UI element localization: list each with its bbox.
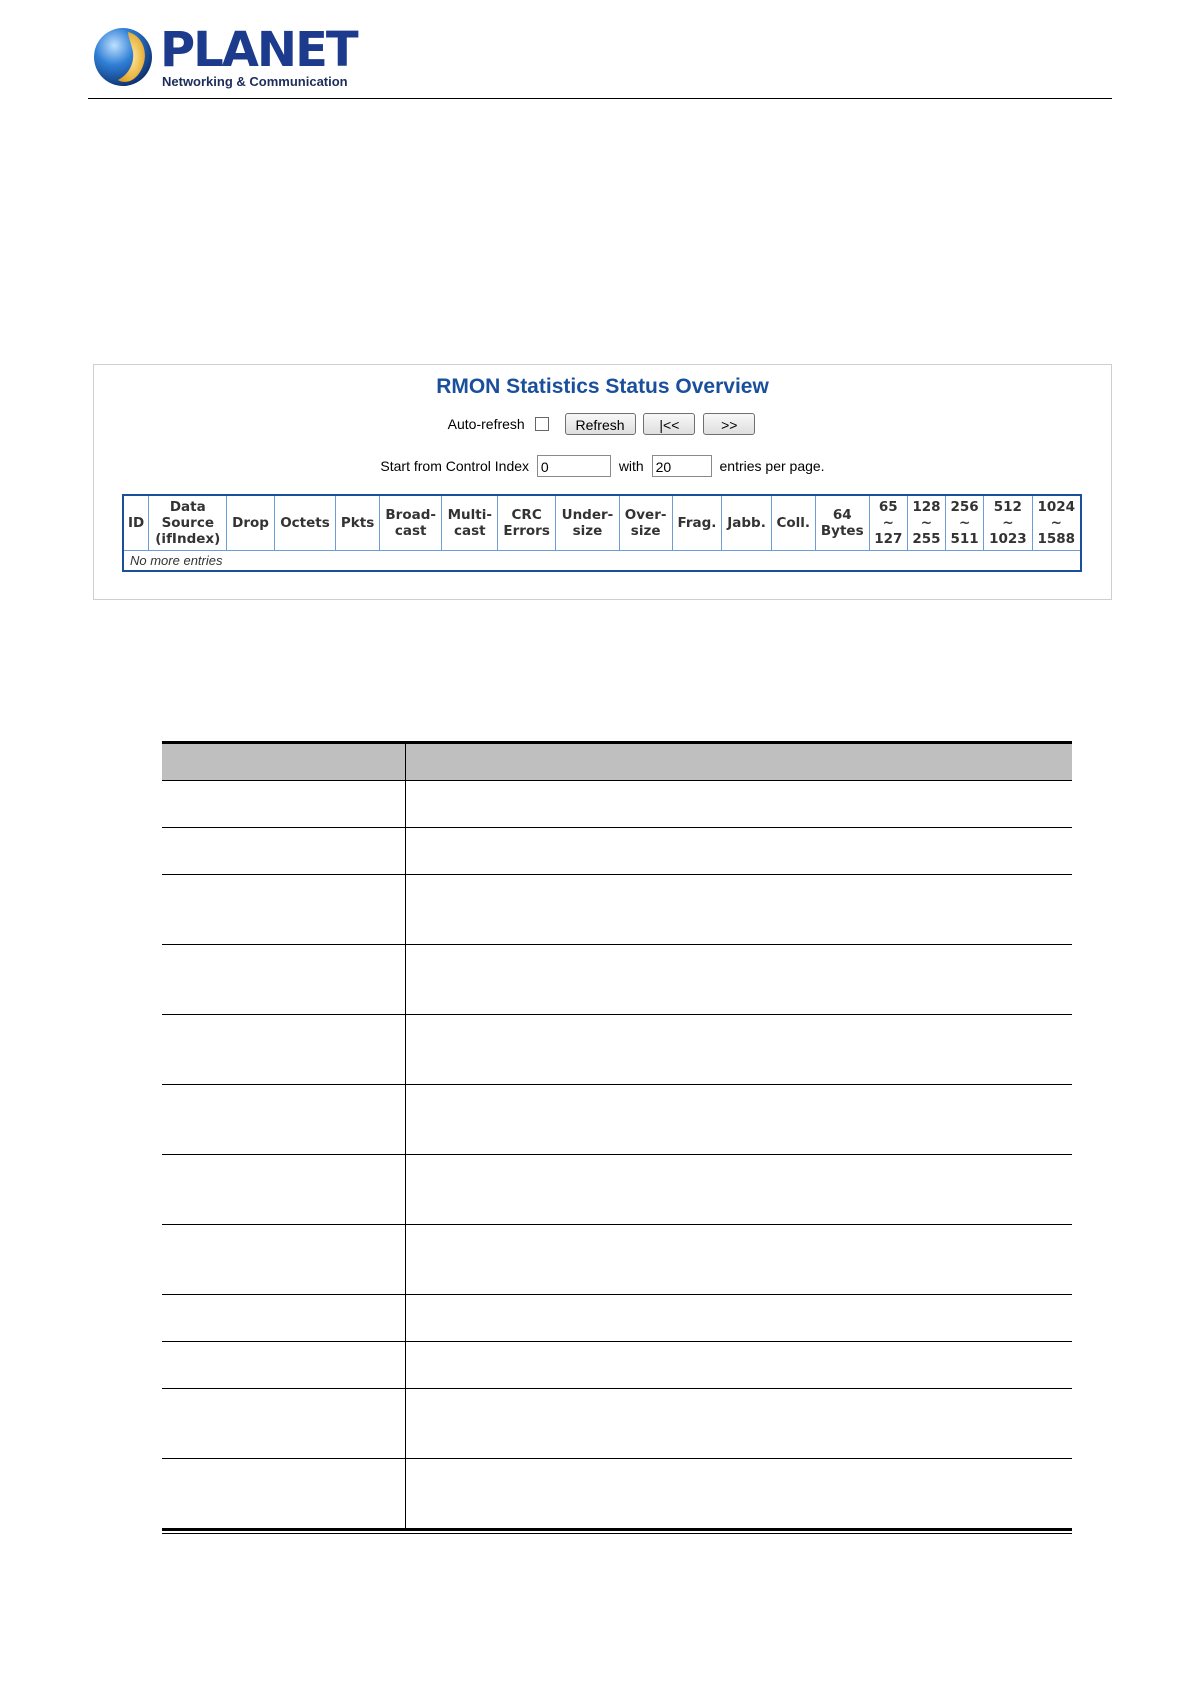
column-header-line: Source: [161, 515, 214, 531]
description-cell: [406, 875, 1073, 945]
column-header-line: ~: [920, 515, 933, 531]
column-header-line: Under-: [561, 507, 614, 523]
description-cell: [406, 1342, 1073, 1389]
column-header: [672, 495, 722, 551]
description-table: [162, 741, 1072, 1534]
column-header-line: (ifIndex): [155, 531, 221, 547]
description-grid: [162, 744, 1072, 1528]
object-cell: [162, 1085, 406, 1155]
column-header: [1032, 495, 1081, 551]
next-page-button[interactable]: >>: [703, 413, 755, 435]
column-header-line: ~: [958, 515, 971, 531]
column-header-line: 1024: [1037, 499, 1076, 515]
description-row: [162, 781, 1072, 828]
description-cell: [406, 1155, 1073, 1225]
column-header-line: Jabb.: [727, 515, 766, 531]
column-header: [815, 495, 869, 551]
description-table-bottom-rule: [162, 1533, 1072, 1534]
column-header: [498, 495, 556, 551]
auto-refresh-label: Auto-refresh: [447, 416, 525, 432]
description-row: [162, 1015, 1072, 1085]
object-column-header: [162, 744, 406, 781]
description-cell: [406, 1459, 1073, 1529]
description-table-frame: [162, 741, 1072, 1531]
object-cell: [162, 1295, 406, 1342]
column-header-line: CRC: [511, 507, 542, 523]
column-header-line: ID: [128, 515, 145, 531]
column-header: [556, 495, 620, 551]
entries-per-page-label: entries per page.: [719, 458, 825, 474]
paging-controls: [94, 455, 1111, 481]
column-header-line: 256: [950, 499, 979, 515]
object-cell: [162, 1459, 406, 1529]
column-header-line: 1023: [989, 531, 1027, 547]
page-title: RMON Statistics Status Overview: [436, 375, 769, 398]
column-header-line: Multi-: [447, 507, 492, 523]
description-cell: [406, 828, 1073, 875]
column-header: [442, 495, 498, 551]
object-cell: [162, 875, 406, 945]
logo-wordmark: PLANET: [160, 22, 357, 78]
description-row: [162, 1459, 1072, 1529]
column-header-line: ~: [1050, 515, 1062, 531]
column-header-line: 64: [832, 507, 852, 523]
object-cell: [162, 1389, 406, 1459]
column-header: [869, 495, 907, 551]
rmon-statistics-table: [122, 494, 1082, 572]
object-cell: [162, 1342, 406, 1389]
column-header: [722, 495, 771, 551]
description-row: [162, 1225, 1072, 1295]
column-header-line: Errors: [503, 523, 550, 539]
column-header: [123, 495, 149, 551]
description-cell: [406, 1389, 1073, 1459]
object-cell: [162, 945, 406, 1015]
column-header-line: Bytes: [820, 523, 864, 539]
column-header-line: size: [572, 523, 603, 539]
planet-logo: [92, 22, 357, 92]
column-header-line: 127: [874, 531, 903, 547]
column-header: [379, 495, 441, 551]
description-column-header: [406, 744, 1073, 781]
column-header-line: Octets: [280, 515, 330, 531]
column-header-line: 255: [912, 531, 941, 547]
column-header-line: 128: [912, 499, 941, 515]
column-header-line: Over-: [624, 507, 667, 523]
column-header: [771, 495, 815, 551]
description-cell: [406, 1225, 1073, 1295]
column-header-line: cast: [394, 523, 427, 539]
first-page-button[interactable]: |<<: [643, 413, 695, 435]
column-header-line: Drop: [232, 515, 269, 531]
column-header: [984, 495, 1032, 551]
with-label: with: [618, 458, 644, 474]
entries-per-page-input[interactable]: 20: [652, 455, 712, 477]
object-cell: [162, 1225, 406, 1295]
column-header-line: Pkts: [340, 515, 375, 531]
table-row: [123, 551, 1081, 572]
column-header: [274, 495, 335, 551]
column-header-line: 512: [993, 499, 1022, 515]
refresh-controls: [94, 413, 1111, 439]
column-header-line: Frag.: [677, 515, 717, 531]
description-cell: [406, 781, 1073, 828]
start-index-input[interactable]: 0: [537, 455, 611, 477]
column-header-line: Data: [169, 499, 206, 515]
column-header-line: Broad-: [385, 507, 436, 523]
column-header-line: ~: [1002, 515, 1014, 531]
column-header-line: size: [630, 523, 661, 539]
description-row: [162, 1342, 1072, 1389]
refresh-button[interactable]: Refresh: [565, 413, 636, 435]
auto-refresh-checkbox[interactable]: [535, 417, 549, 431]
column-header: [336, 495, 380, 551]
column-header: [227, 495, 275, 551]
table-header-row: [123, 495, 1081, 551]
description-row: [162, 1389, 1072, 1459]
column-header-line: cast: [453, 523, 486, 539]
description-row: [162, 828, 1072, 875]
description-row: [162, 1295, 1072, 1342]
object-cell: [162, 1155, 406, 1225]
object-cell: [162, 781, 406, 828]
column-header-line: 65: [878, 499, 898, 515]
description-row: [162, 875, 1072, 945]
globe-icon: [92, 26, 154, 88]
description-row: [162, 1085, 1072, 1155]
column-header-line: ~: [882, 515, 894, 531]
column-header: [907, 495, 945, 551]
description-cell: [406, 945, 1073, 1015]
no-entries-message: No more entries: [123, 551, 1081, 572]
column-header: [619, 495, 672, 551]
description-cell: [406, 1295, 1073, 1342]
column-header-line: 1588: [1037, 531, 1076, 547]
start-index-label: Start from Control Index: [380, 458, 530, 474]
description-cell: [406, 1015, 1073, 1085]
header-divider: [88, 98, 1112, 99]
column-header: [946, 495, 984, 551]
column-header-line: 511: [950, 531, 979, 547]
column-header: [149, 495, 227, 551]
description-header-row: [162, 744, 1072, 781]
logo-tagline: Networking & Communication: [162, 74, 348, 89]
object-cell: [162, 828, 406, 875]
description-row: [162, 1155, 1072, 1225]
object-cell: [162, 1015, 406, 1085]
description-row: [162, 945, 1072, 1015]
column-header-line: Coll.: [776, 515, 811, 531]
description-cell: [406, 1085, 1073, 1155]
rmon-screenshot-panel: [93, 364, 1112, 600]
